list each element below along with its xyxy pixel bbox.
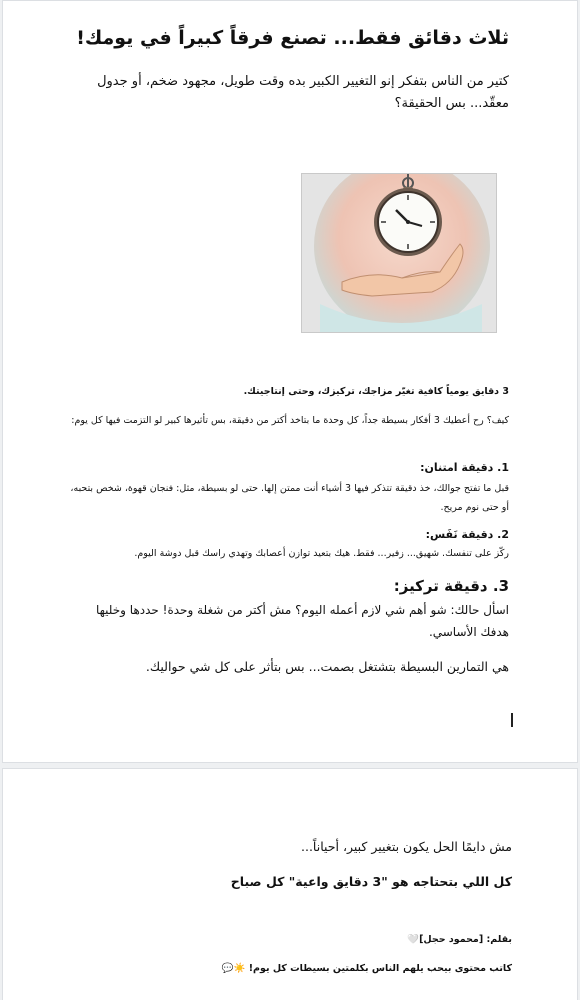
text-cursor[interactable] — [511, 713, 513, 727]
item-1-heading: 1. دقيقة امتنان: — [420, 461, 509, 474]
hand-holding-watch-icon — [302, 174, 496, 332]
author-bio — [62, 961, 512, 977]
item-1-text: قبل ما تفتح جوالك، خذ دقيقة تتذكر فيها 3 أشياء أنت ممتن إلها. حتى لو بسيطة، مثل: فنجان قهوة، شخص بتحبه، أو حتى نوم مريح. — [70, 483, 509, 513]
item-2-heading: 2. دقيقة نَفَس: — [425, 528, 509, 541]
author-line — [62, 932, 512, 948]
article-subtitle: 3 دقايق يومياً كافية تغيّر مزاجك، تركيزك، وحتى إنتاجيتك. — [243, 386, 509, 397]
item-3-text: اسأل حالك: شو أهم شي لازم أعمله اليوم؟ مش أكتر من شغلة وحدة! حددها وخليها هدفك الأساسي. — [95, 603, 509, 639]
pocket-watch-image — [301, 173, 497, 333]
page2-line-2: كل اللي بتحتاجه هو "3 دقايق واعية" كل صباح — [230, 874, 512, 889]
sun-speech-bubble-icon: ☀️💬 — [221, 963, 246, 974]
author-bio-text: كاتب محتوى بيحب يلهم الناس بكلمتين بسيطات كل يوم! — [248, 963, 512, 974]
author-name: بقلم: [محمود حجل] — [419, 934, 512, 945]
item-3-heading: 3. دقيقة تركيز: — [393, 577, 509, 595]
document-page-1 — [2, 0, 578, 763]
lead-paragraph: كيف؟ رح أعطيك 3 أفكار بسيطة جداً، كل وحدة ما بتاخد أكتر من دقيقة، بس تأثيرها كبير لو التزمت فيها كل يوم: — [71, 415, 509, 426]
page2-line-1: مش دايمًا الحل يكون بتغيير كبير، أحياناً... — [301, 839, 512, 854]
white-heart-icon: 🤍 — [407, 934, 420, 945]
intro-paragraph: كتير من الناس بتفكر إنو التغيير الكبير بده وقت طويل، مجهود ضخم، أو جدول معقّد... بس الحقيقة؟ — [97, 74, 509, 111]
item-2-text: ركّز على تنفسك. شهيق... زفير... فقط. هيك بتعيد توازن أعصابك وتهدي راسك قبل دوشة اليوم. — [134, 548, 509, 559]
article-title: ثلاث دقائق فقط... تصنع فرقاً كبيراً في يومك! — [76, 27, 509, 49]
closing-paragraph: هي التمارين البسيطة بتشتغل بصمت... بس بتأثر على كل شي حواليك. — [145, 659, 509, 674]
